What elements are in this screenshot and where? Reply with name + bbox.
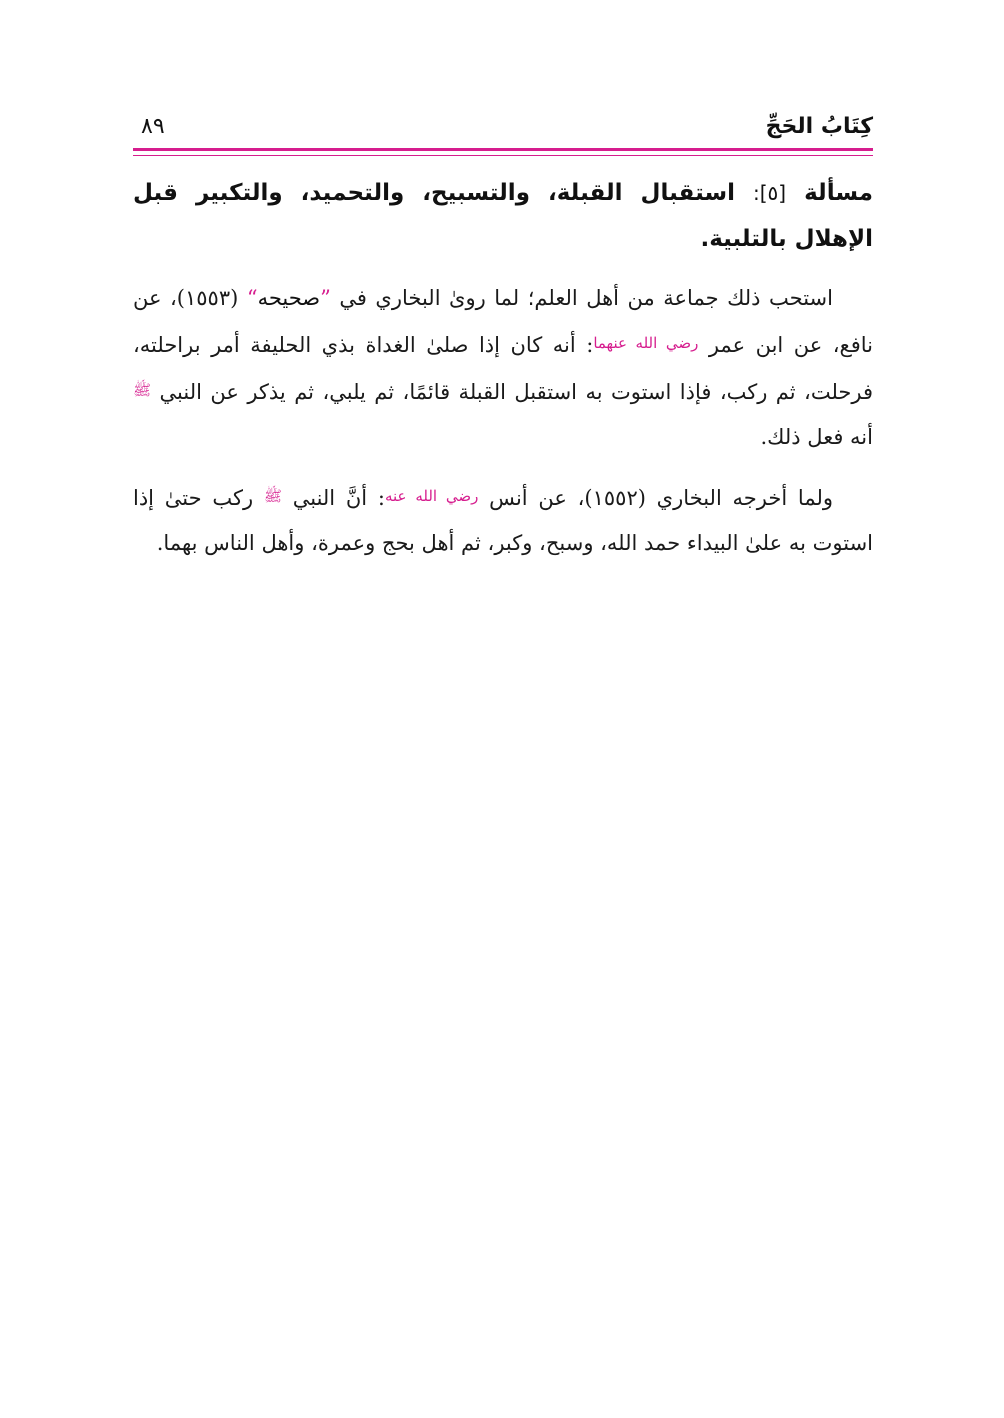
running-header [133, 112, 873, 148]
section-heading [133, 170, 873, 262]
header-rule-thick [133, 148, 873, 151]
paragraph-1 [133, 276, 873, 460]
paragraph-1-text-1: استحب ذلك جماعة من أهل العلم؛ لما روىٰ البخاري في [330, 286, 833, 310]
heading-text: استقبال القبلة، والتسبيح، والتحميد، والتكبير قبل الإهلال بالتلبية. [133, 180, 873, 252]
paragraph-2-text-2: : أنَّ النبي [281, 486, 385, 510]
page-number: ٨٩ [141, 114, 165, 139]
heading-label: مسألة [804, 180, 873, 206]
source-name: صحيحه [257, 286, 321, 310]
paragraph-2 [133, 474, 873, 566]
book-title: كِتَابُ الحَجِّ [765, 114, 873, 139]
source-title [247, 286, 331, 310]
honorific-salawat-2: ﷺ [263, 487, 282, 505]
paragraph-1-text-4: أنه فعل ذلك. [760, 425, 873, 449]
heading-ref: [٥]: [752, 181, 787, 205]
paragraph-1-text-2: (١٥٥٣)، عن نافع، عن ابن عمر [133, 286, 873, 357]
honorific-radiallahu-anhuma: رضي الله عنهما [593, 334, 699, 352]
quote-close-mark: “ [246, 286, 258, 310]
paragraph-2-text-1: ولما أخرجه البخاري (١٥٥٢)، عن أنس [478, 486, 833, 510]
honorific-radiallahu-anhu: رضي الله عنه [384, 487, 479, 505]
header-rule-thin [133, 155, 873, 156]
paragraph-2-text-3: ركب حتىٰ إذا استوت به علىٰ البيداء حمد الله، وسبح، وكبر، ثم أهل بحج وعمرة، وأهل الناس بهما. [133, 486, 873, 555]
paragraph-1-text-3: : أنه كان إذا صلىٰ الغداة بذي الحليفة أمر براحلته، فرحلت، ثم ركب، فإذا استوت به استقبل القبلة قائمًا، ثم يلبي، ثم يذكر عن النبي [133, 333, 873, 404]
page-content [133, 170, 873, 580]
quote-open-mark: ” [320, 286, 331, 310]
honorific-salawat: ﷺ [133, 381, 152, 399]
